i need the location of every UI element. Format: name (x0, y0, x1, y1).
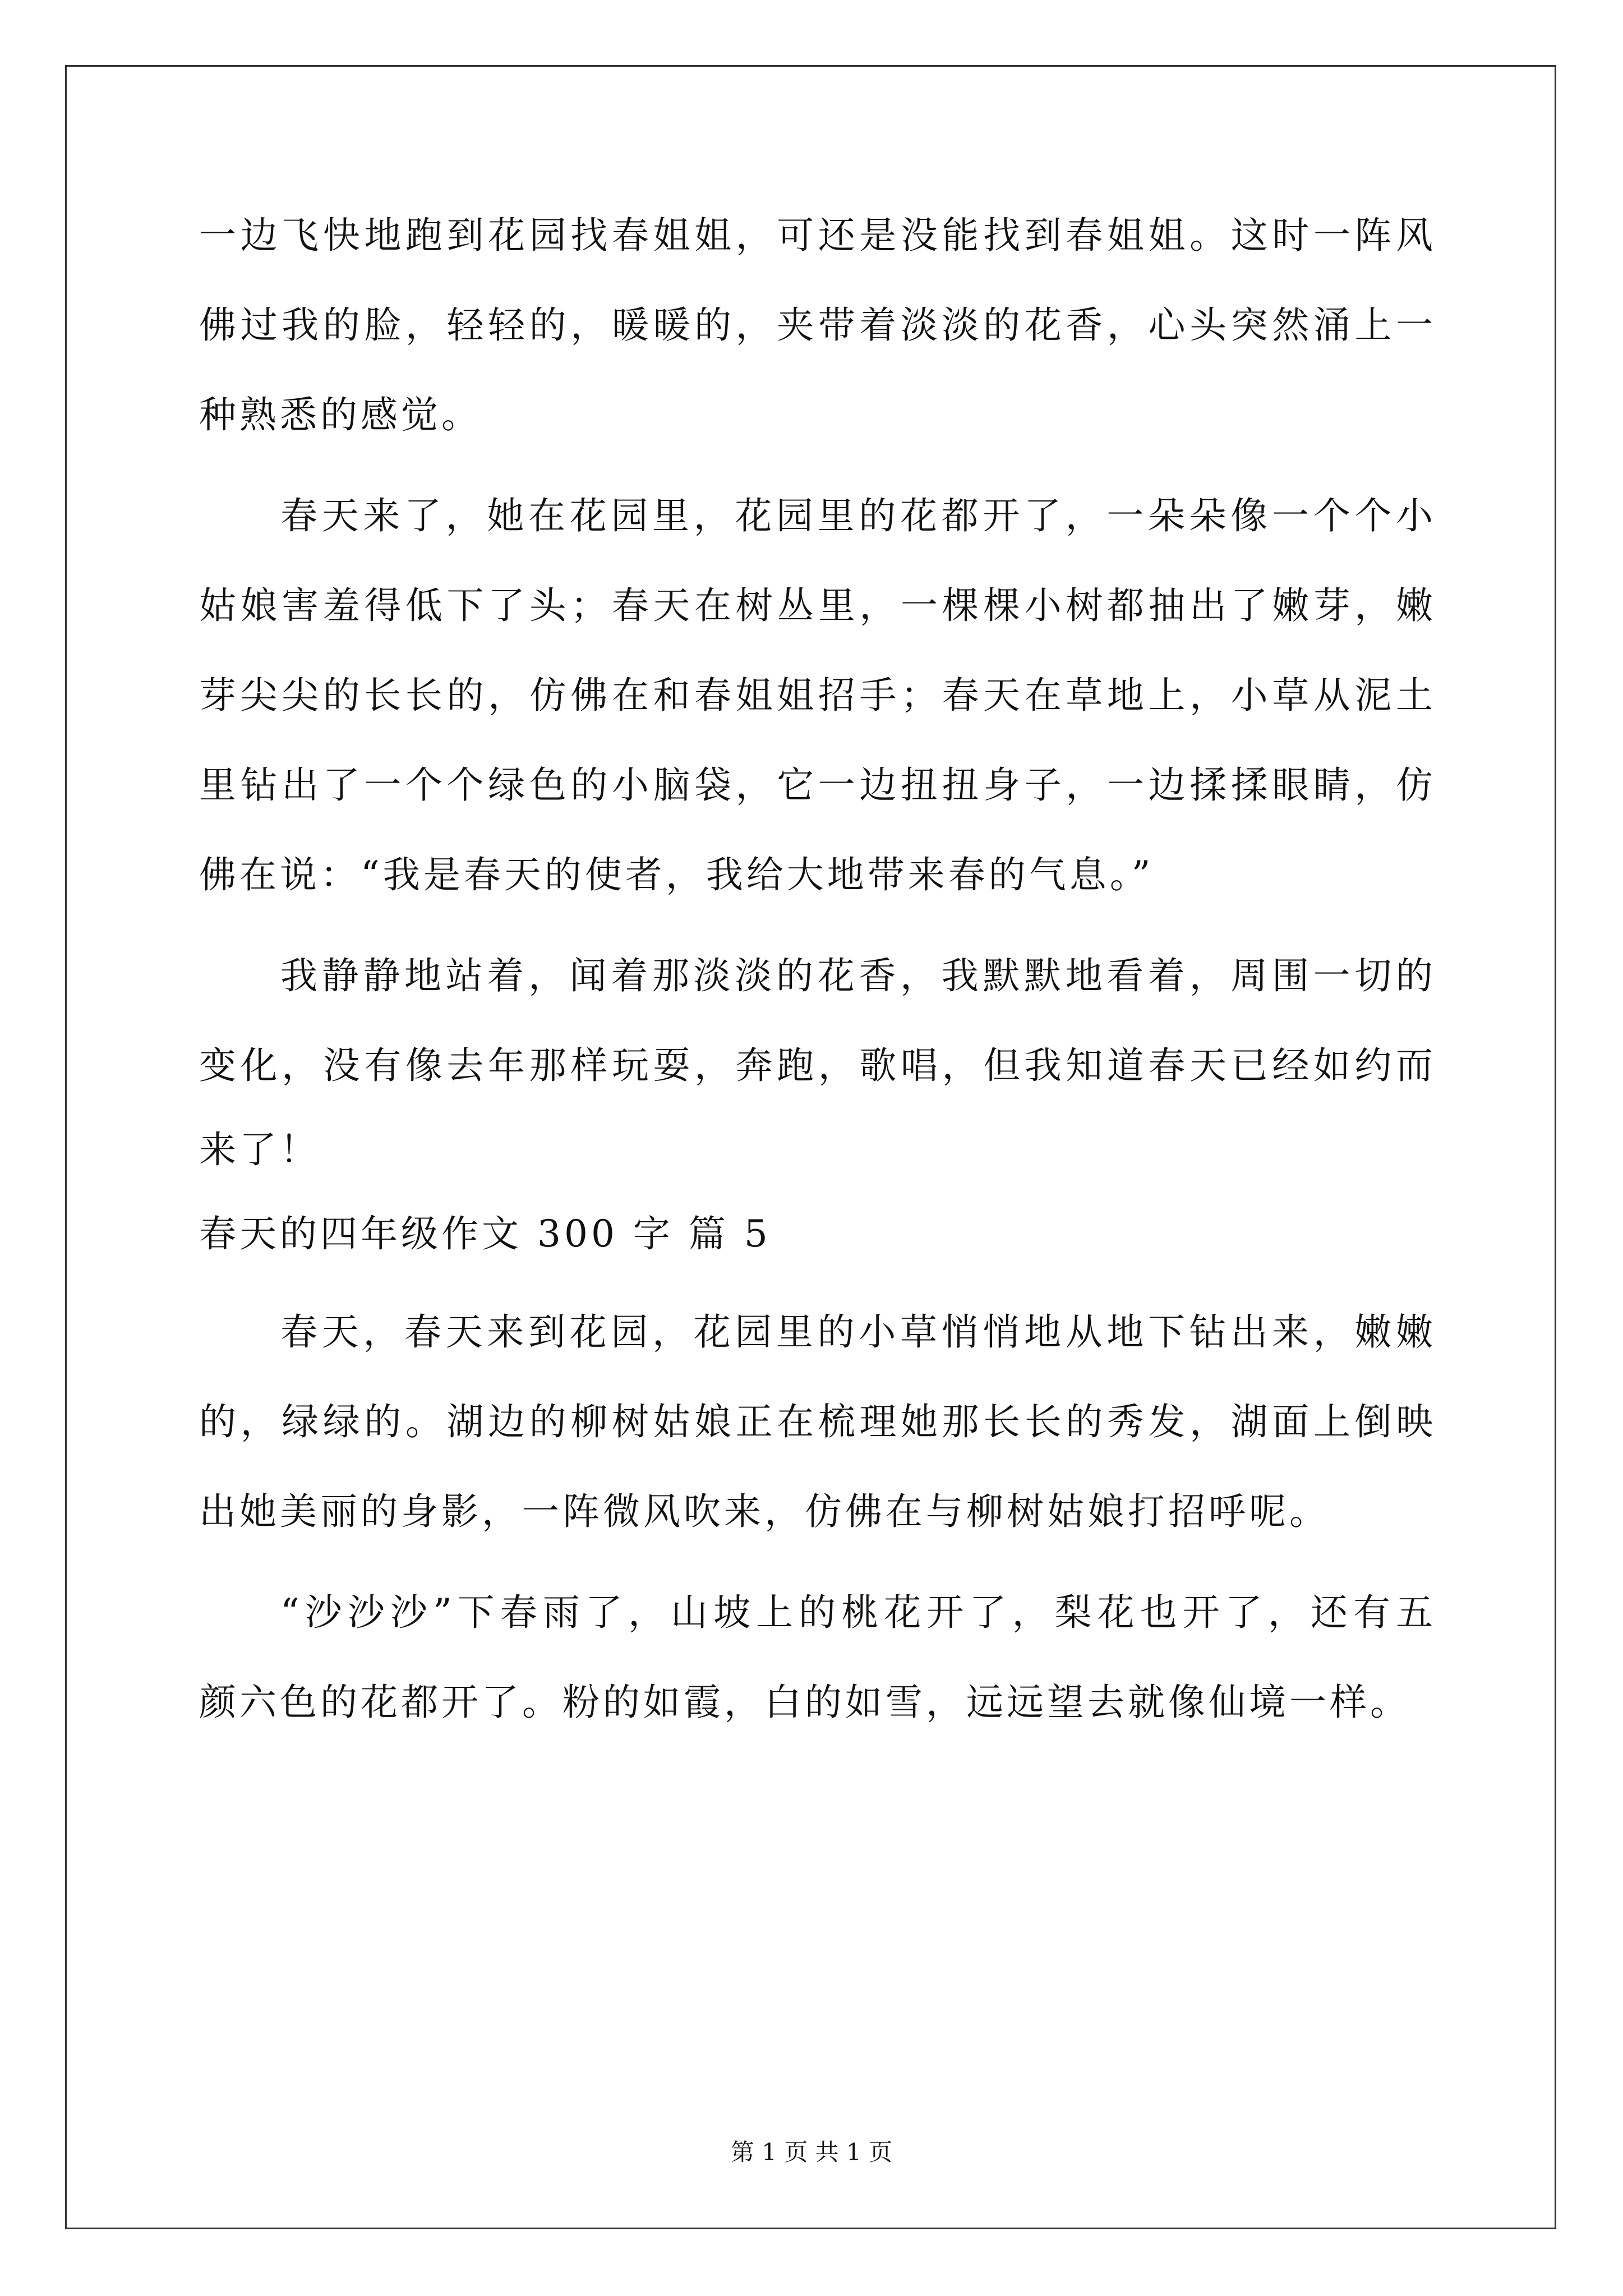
text-line: 的，绿绿的。湖边的柳树姑娘正在梳理她那长长的秀发，湖面上倒映 (199, 1400, 1433, 1443)
text-line: 颜六色的花都开了。粉的如霞，白的如雪，远远望去就像仙境一样。 (199, 1681, 1410, 1724)
text-line: 里钻出了一个个绿色的小脑袋，它一边扭扭身子，一边揉揉眼睛，仿 (199, 763, 1433, 807)
text-line: 来了！ (199, 1128, 320, 1171)
text-line: 变化，没有像去年那样玩耍，奔跑，歌唱，但我知道春天已经如约而 (199, 1044, 1433, 1087)
text-line: 我静静地站着，闻着那淡淡的花香，我默默地看着，周围一切的 (280, 954, 1433, 997)
text-line: 佛过我的脸，轻轻的，暖暖的，夹带着淡淡的花香，心头突然涌上一 (199, 303, 1433, 347)
text-line: 种熟悉的感觉。 (199, 393, 482, 436)
section-heading: 春天的四年级作文 300 字 篇 5 (199, 1212, 771, 1255)
text-line: 芽尖尖的长长的，仿佛在和春姐姐招手；春天在草地上，小草从泥土 (199, 674, 1433, 717)
text-line: 姑娘害羞得低下了头；春天在树丛里，一棵棵小树都抽出了嫩芽，嫩 (199, 584, 1433, 627)
text-line: 一边飞快地跑到花园找春姐姐，可还是没能找到春姐姐。这时一阵风 (199, 214, 1433, 257)
text-line: 春天，春天来到花园，花园里的小草悄悄地从地下钻出来，嫩嫩 (280, 1310, 1433, 1354)
page-number-footer: 第 1 页 共 1 页 (730, 2138, 893, 2166)
text-line: “沙沙沙”下春雨了，山坡上的桃花开了，梨花也开了，还有五 (280, 1591, 1433, 1634)
text-line: 春天来了，她在花园里，花园里的花都开了，一朵朵像一个个小 (280, 494, 1433, 537)
text-line: 出她美丽的身影，一阵微风吹来，仿佛在与柳树姑娘打招呼呢。 (199, 1490, 1330, 1533)
text-line: 佛在说：“我是春天的使者，我给大地带来春的气息。” (199, 853, 1154, 896)
